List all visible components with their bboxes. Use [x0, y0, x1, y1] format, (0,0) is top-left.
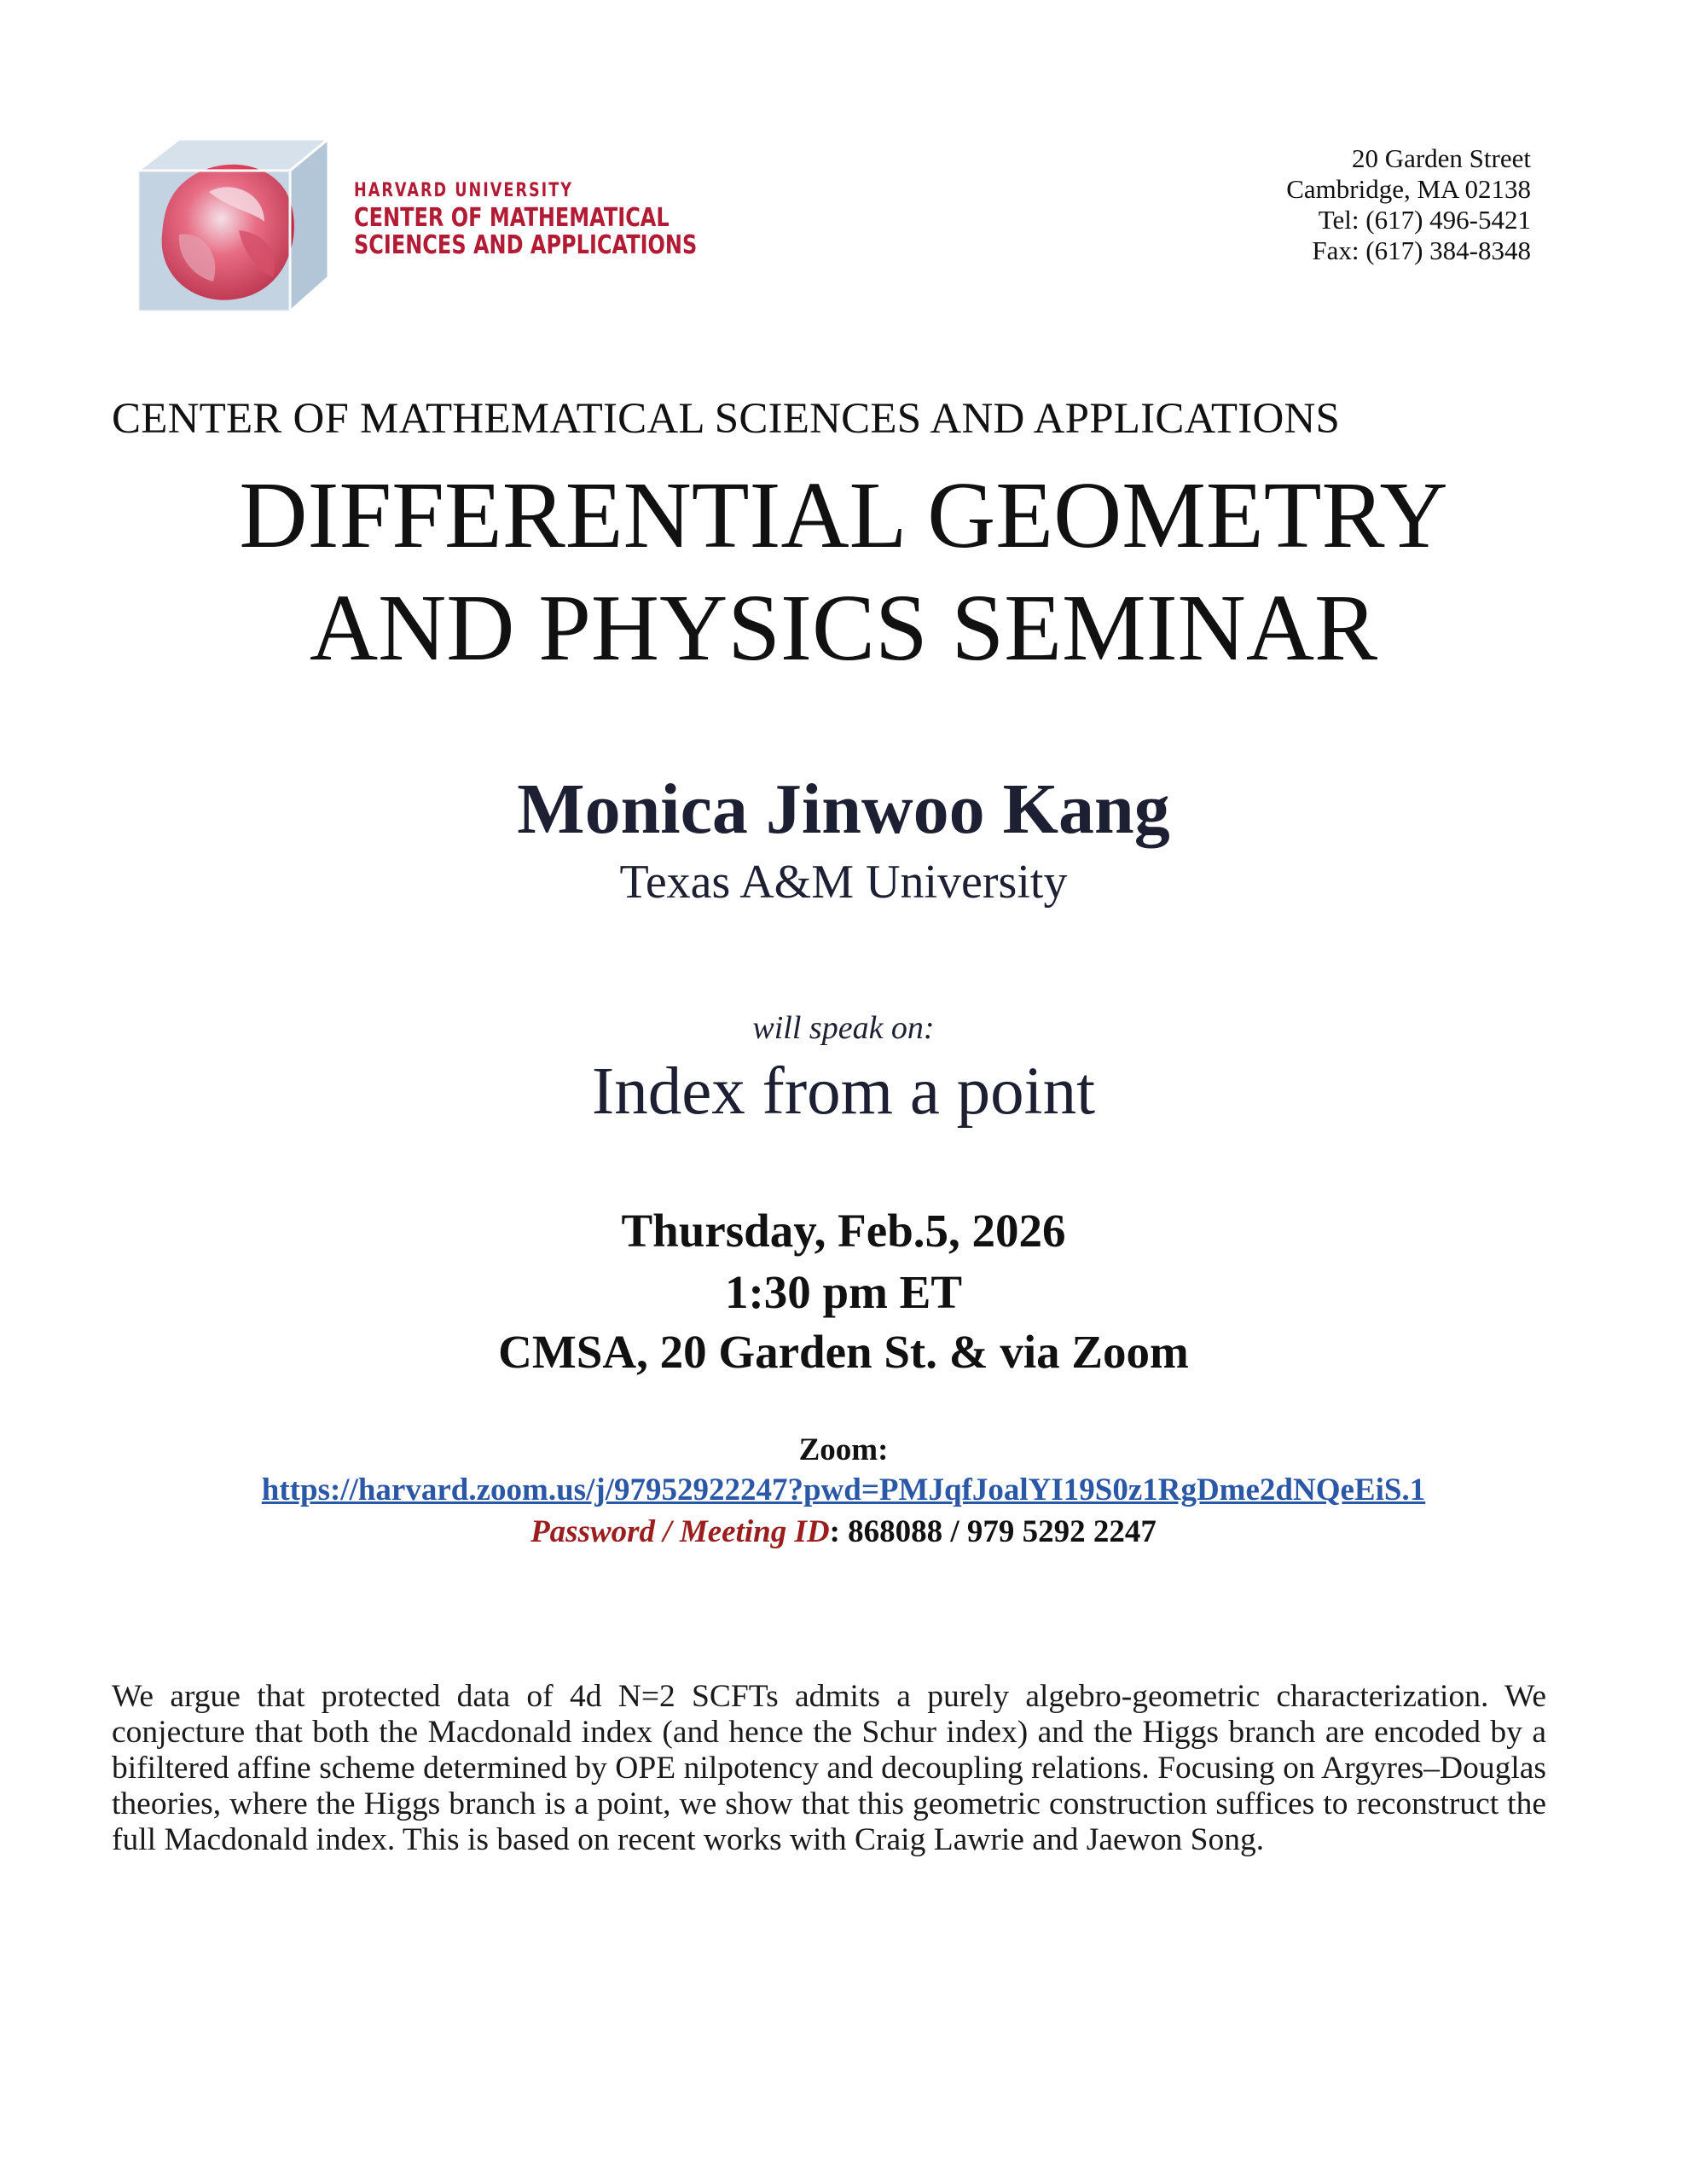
- password-value: : 868088 / 979 5292 2247: [829, 1514, 1157, 1549]
- event-location: CMSA, 20 Garden St. & via Zoom: [498, 1326, 1189, 1378]
- abstract-text: We argue that protected data of 4d N=2 SCFTs admits a purely algebro-geometric characterization. We conjecture that both the Macdonald index (and hence the Schur index) and the Higgs branch are encoded by a bifiltered affine scheme determined by OPE nilpotency and decoupling relations. Focusing on Argyres–Douglas theories, where the Higgs branch is a point, we show that this geometric construction suffices to reconstruct the full Macdonald index. This is based on recent works with Craig Lawrie and Jaewon Song.: [112, 1679, 1546, 1857]
- address-city: Cambridge, MA 02138: [1286, 174, 1531, 204]
- logo-line-university: HARVARD UNIVERSITY: [354, 180, 573, 201]
- address-fax: Fax: (617) 384-8348: [1312, 235, 1531, 265]
- address-street: 20 Garden Street: [1351, 143, 1531, 173]
- logo-line-center: CENTER OF MATHEMATICAL: [354, 203, 670, 233]
- speaker-affiliation: Texas A&M University: [619, 856, 1068, 909]
- seminar-title-line1: DIFFERENTIAL GEOMETRY: [239, 463, 1448, 568]
- event-time: 1:30 pm ET: [724, 1266, 963, 1318]
- logo-line-sciences: SCIENCES AND APPLICATIONS: [354, 230, 698, 260]
- zoom-link[interactable]: https://harvard.zoom.us/j/97952922247?pwd=PMJqfJoalYI19S0z1RgDme2dNQeEiS.1: [261, 1472, 1426, 1507]
- address-block: [1286, 143, 1531, 266]
- password-line: [0, 1513, 1687, 1550]
- speaker-name: Monica Jinwoo Kang: [517, 770, 1170, 849]
- seminar-title-line2: AND PHYSICS SEMINAR: [309, 576, 1378, 681]
- talk-title: Index from a point: [591, 1054, 1096, 1129]
- event-date: Thursday, Feb.5, 2026: [621, 1205, 1066, 1257]
- address-tel: Tel: (617) 496-5421: [1318, 205, 1531, 235]
- zoom-label: Zoom:: [798, 1432, 889, 1467]
- talk-intro: will speak on:: [752, 1010, 935, 1046]
- cube-logo-icon: [128, 132, 341, 337]
- logo-text: [354, 182, 697, 258]
- cmsa-logo: [128, 132, 341, 337]
- password-label: Password / Meeting ID: [530, 1514, 830, 1549]
- center-name-heading: CENTER OF MATHEMATICAL SCIENCES AND APPLICATIONS: [112, 395, 1341, 443]
